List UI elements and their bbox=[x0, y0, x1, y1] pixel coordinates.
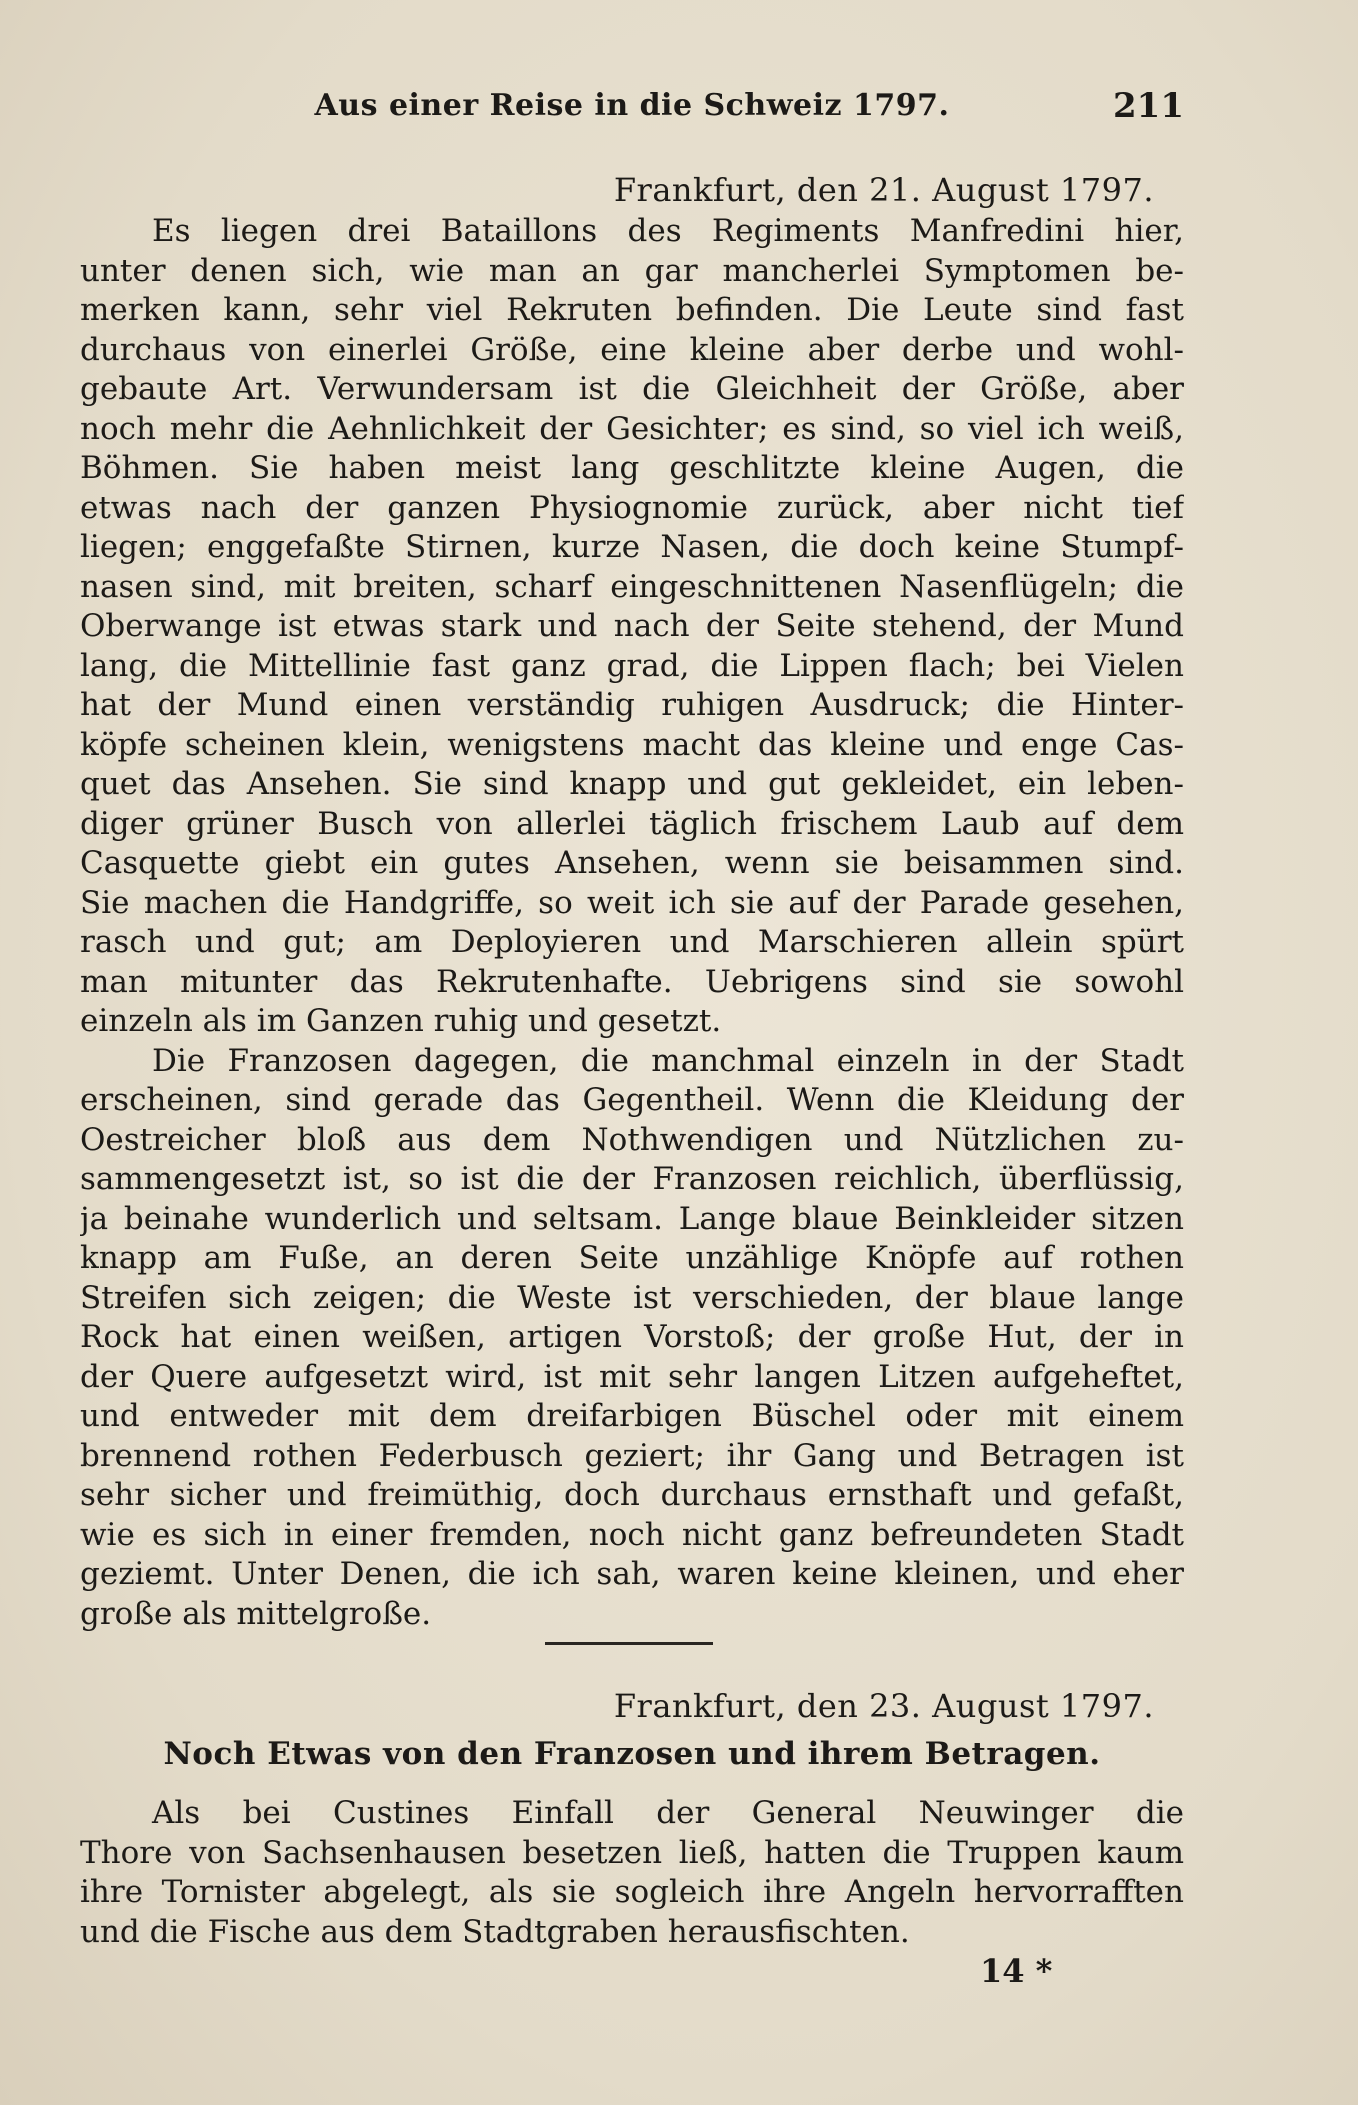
text-line: Als bei Custines Einfall der General Neuwinger die bbox=[152, 1795, 1184, 1831]
text-line: köpfe scheinen klein, wenigstens macht das kleine und enge Cas- bbox=[80, 726, 1184, 763]
text-line: große als mittelgroße. bbox=[80, 1595, 432, 1632]
text-line: etwas nach der ganzen Physiognomie zurück, aber nicht tief bbox=[80, 489, 1184, 526]
text-line: Oestreicher bloß aus dem Nothwendigen und Nützlichen zu- bbox=[80, 1121, 1184, 1158]
page-number: 211 bbox=[1113, 86, 1184, 126]
text-line: durchaus von einerlei Größe, eine kleine aber derbe und wohl- bbox=[80, 331, 1184, 368]
text-line: lang, die Mittellinie fast ganz grad, die Lippen flach; bei Vielen bbox=[80, 647, 1184, 684]
text-line: sehr sicher und freimüthig, doch durchaus ernsthaft und gefaßt, bbox=[80, 1477, 1184, 1513]
text-line: und entweder mit dem dreifarbigen Büschel oder mit einem bbox=[80, 1398, 1184, 1434]
text-line: geziemt. Unter Denen, die ich sah, waren keine kleinen, und eher bbox=[80, 1556, 1184, 1592]
text-line: Es liegen drei Bataillons des Regiments Manfredini hier, bbox=[152, 213, 1184, 249]
dateline: Frankfurt, den 21. August 1797. bbox=[613, 171, 1154, 209]
text-line: erscheinen, sind gerade das Gegentheil. Wenn die Kleidung der bbox=[80, 1082, 1184, 1118]
text-line: diger grüner Busch von allerlei täglich frischem Laub auf dem bbox=[80, 805, 1184, 842]
dateline: Frankfurt, den 23. August 1797. bbox=[613, 1687, 1154, 1725]
text-line: merken kann, sehr viel Rekruten befinden. Die Leute sind fast bbox=[80, 292, 1184, 328]
section-heading: Noch Etwas von den Franzosen und ihrem Betragen. bbox=[163, 1736, 1101, 1772]
text-line: und die Fische aus dem Stadtgraben herausfischten. bbox=[80, 1913, 910, 1950]
paragraph bbox=[80, 1042, 1184, 1635]
text-line: knapp am Fuße, an deren Seite unzählige Knöpfe auf rothen bbox=[80, 1240, 1184, 1276]
text-line: Streifen sich zeigen; die Weste ist verschieden, der blaue lange bbox=[80, 1279, 1184, 1316]
signature-mark: 14 * bbox=[980, 1952, 1053, 1990]
text-line: Oberwange ist etwas stark und nach der Seite stehend, der Mund bbox=[80, 608, 1184, 644]
running-title: Aus einer Reise in die Schweiz 1797. bbox=[314, 88, 950, 123]
section-divider bbox=[545, 1642, 713, 1645]
text-line: Rock hat einen weißen, artigen Vorstoß; der große Hut, der in bbox=[80, 1319, 1184, 1355]
text-line: gebaute Art. Verwundersam ist die Gleichheit der Größe, aber bbox=[80, 371, 1184, 407]
paragraph bbox=[80, 212, 1184, 1042]
text-line: Casquette giebt ein gutes Ansehen, wenn sie beisammen sind. bbox=[80, 845, 1184, 881]
letter-august-23-dateline bbox=[80, 1684, 1184, 1728]
text-line: einzeln als im Ganzen ruhig und gesetzt. bbox=[80, 1003, 722, 1039]
text-line: wie es sich in einer fremden, noch nicht ganz befreundeten Stadt bbox=[80, 1516, 1184, 1553]
text-line: ja beinahe wunderlich und seltsam. Lange blaue Beinkleider sitzen bbox=[80, 1200, 1184, 1237]
letter-august-21 bbox=[80, 168, 1184, 1634]
text-line: quet das Ansehen. Sie sind knapp und gut gekleidet, ein leben- bbox=[80, 766, 1184, 802]
text-line: Sie machen die Handgriffe, so weit ich sie auf der Parade gesehen, bbox=[80, 884, 1184, 921]
text-line: der Quere aufgesetzt wird, ist mit sehr langen Litzen aufgeheftet, bbox=[80, 1358, 1184, 1395]
text-line: man mitunter das Rekrutenhafte. Uebrigens sind sie sowohl bbox=[80, 963, 1184, 1000]
text-line: Böhmen. Sie haben meist lang geschlitzte kleine Augen, die bbox=[80, 450, 1184, 486]
letter-august-23 bbox=[80, 1794, 1184, 1952]
text-line: ihre Tornister abgelegt, als sie sogleich ihre Angeln hervorrafften bbox=[80, 1874, 1184, 1910]
text-line: Die Franzosen dagegen, die manchmal einzeln in der Stadt bbox=[152, 1042, 1184, 1079]
text-line: rasch und gut; am Deployieren und Marschieren allein spürt bbox=[80, 924, 1184, 960]
text-line: nasen sind, mit breiten, scharf eingeschnittenen Nasenflügeln; die bbox=[80, 568, 1184, 605]
text-line: Thore von Sachsenhausen besetzen ließ, hatten die Truppen kaum bbox=[80, 1834, 1184, 1871]
text-line: unter denen sich, wie man an gar mancherlei Symptomen be- bbox=[80, 252, 1184, 289]
text-line: brennend rothen Federbusch geziert; ihr Gang und Betragen ist bbox=[80, 1437, 1184, 1474]
text-line: sammengesetzt ist, so ist die der Franzosen reichlich, überflüssig, bbox=[80, 1161, 1184, 1197]
text-line: liegen; enggefaßte Stirnen, kurze Nasen, die doch keine Stumpf- bbox=[80, 529, 1184, 565]
text-line: noch mehr die Aehnlichkeit der Gesichter; es sind, so viel ich weiß, bbox=[80, 410, 1184, 447]
text-line: hat der Mund einen verständig ruhigen Ausdruck; die Hinter- bbox=[80, 687, 1184, 723]
page-header bbox=[80, 88, 1184, 136]
